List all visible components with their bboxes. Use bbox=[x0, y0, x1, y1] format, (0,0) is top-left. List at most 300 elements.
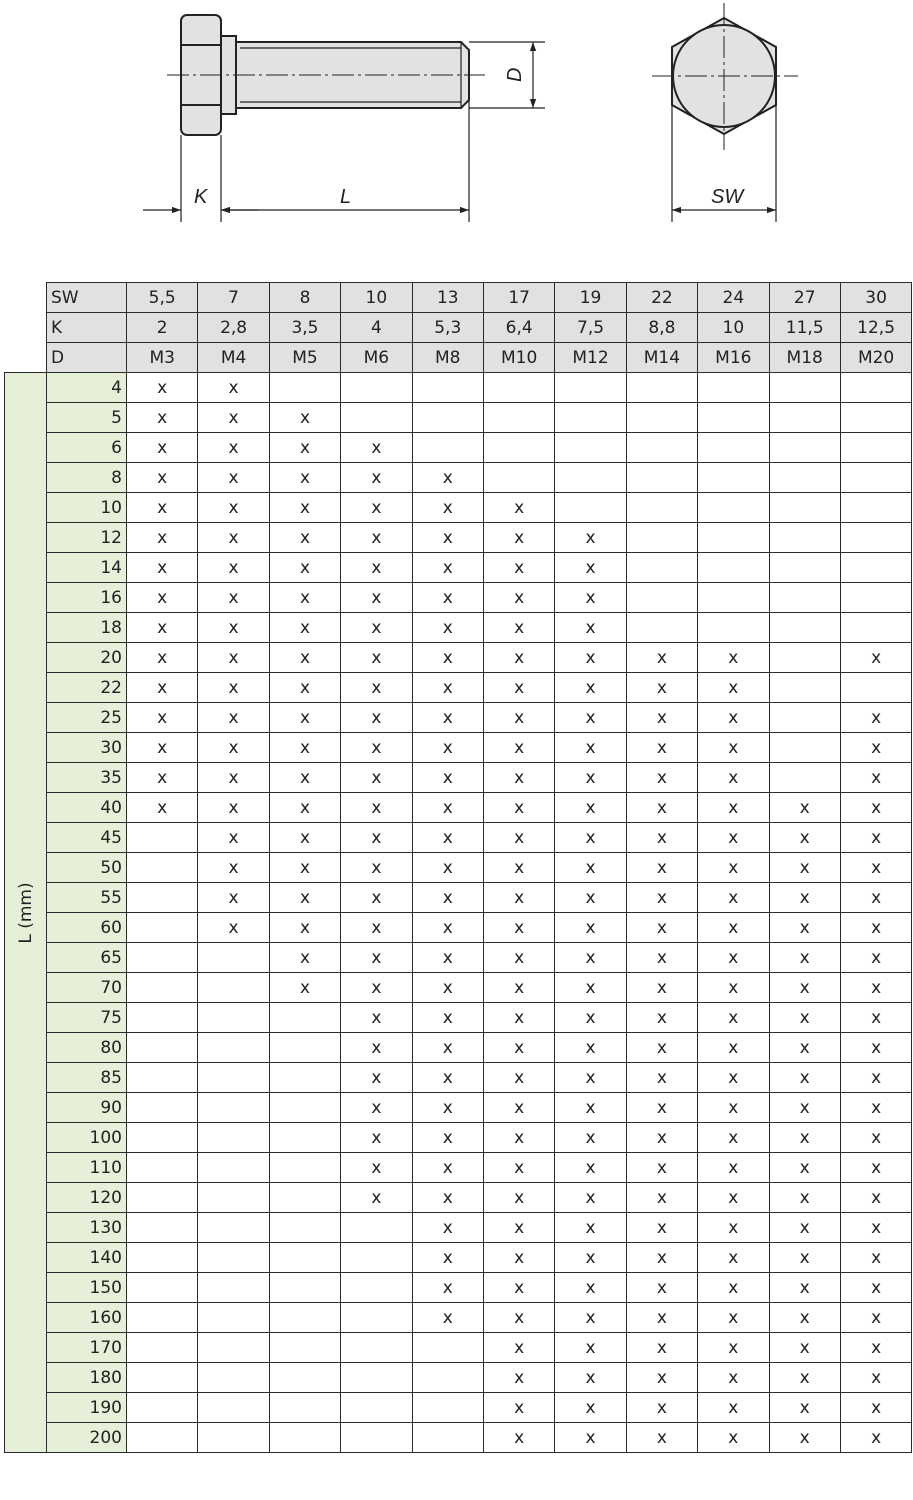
length-value: 160 bbox=[47, 1303, 127, 1333]
availability-cell bbox=[341, 1423, 412, 1453]
availability-cell: x bbox=[769, 1213, 840, 1243]
header-value: 6,4 bbox=[483, 313, 554, 343]
header-value: M4 bbox=[198, 343, 269, 373]
availability-cell bbox=[769, 733, 840, 763]
availability-cell: x bbox=[555, 583, 626, 613]
availability-cell: x bbox=[198, 763, 269, 793]
availability-cell bbox=[127, 1033, 198, 1063]
availability-cell bbox=[769, 703, 840, 733]
availability-cell: x bbox=[198, 583, 269, 613]
availability-cell: x bbox=[269, 613, 340, 643]
availability-cell: x bbox=[127, 763, 198, 793]
availability-cell: x bbox=[269, 493, 340, 523]
length-value: 45 bbox=[47, 823, 127, 853]
availability-cell: x bbox=[840, 913, 911, 943]
availability-cell: x bbox=[769, 1183, 840, 1213]
availability-cell: x bbox=[412, 913, 483, 943]
availability-cell: x bbox=[198, 493, 269, 523]
availability-cell: x bbox=[555, 1093, 626, 1123]
availability-cell: x bbox=[555, 1243, 626, 1273]
availability-cell bbox=[269, 1303, 340, 1333]
availability-cell: x bbox=[840, 1393, 911, 1423]
availability-cell: x bbox=[698, 1423, 769, 1453]
availability-cell bbox=[198, 1153, 269, 1183]
availability-cell: x bbox=[483, 913, 554, 943]
availability-cell: x bbox=[412, 643, 483, 673]
availability-cell bbox=[127, 1393, 198, 1423]
availability-cell bbox=[769, 643, 840, 673]
availability-cell: x bbox=[769, 1123, 840, 1153]
availability-cell: x bbox=[840, 943, 911, 973]
availability-cell: x bbox=[198, 823, 269, 853]
availability-cell: x bbox=[626, 943, 697, 973]
availability-cell bbox=[626, 553, 697, 583]
availability-cell: x bbox=[769, 943, 840, 973]
availability-cell: x bbox=[269, 763, 340, 793]
availability-cell: x bbox=[198, 703, 269, 733]
header-value: 11,5 bbox=[769, 313, 840, 343]
availability-cell: x bbox=[555, 1333, 626, 1363]
availability-cell: x bbox=[626, 973, 697, 1003]
length-value: 20 bbox=[47, 643, 127, 673]
availability-cell: x bbox=[127, 403, 198, 433]
availability-cell: x bbox=[198, 883, 269, 913]
header-value: M10 bbox=[483, 343, 554, 373]
availability-cell: x bbox=[555, 703, 626, 733]
header-value: 19 bbox=[555, 283, 626, 313]
availability-cell: x bbox=[341, 823, 412, 853]
availability-cell: x bbox=[769, 1393, 840, 1423]
availability-cell: x bbox=[698, 1033, 769, 1063]
availability-cell: x bbox=[840, 643, 911, 673]
availability-cell: x bbox=[483, 703, 554, 733]
header-value: M18 bbox=[769, 343, 840, 373]
availability-cell bbox=[341, 403, 412, 433]
availability-cell: x bbox=[840, 1333, 911, 1363]
availability-cell bbox=[769, 493, 840, 523]
availability-cell bbox=[198, 1063, 269, 1093]
header-label: D bbox=[47, 343, 127, 373]
availability-cell: x bbox=[698, 1063, 769, 1093]
availability-cell bbox=[198, 1243, 269, 1273]
availability-cell bbox=[412, 403, 483, 433]
availability-cell bbox=[626, 493, 697, 523]
table-row bbox=[5, 613, 912, 643]
table-row bbox=[5, 1063, 912, 1093]
availability-cell bbox=[769, 613, 840, 643]
availability-cell bbox=[127, 1303, 198, 1333]
length-value: 110 bbox=[47, 1153, 127, 1183]
availability-cell: x bbox=[769, 1423, 840, 1453]
length-value: 5 bbox=[47, 403, 127, 433]
availability-cell: x bbox=[341, 643, 412, 673]
availability-cell: x bbox=[483, 1123, 554, 1153]
availability-cell: x bbox=[341, 1153, 412, 1183]
label-k: K bbox=[194, 186, 208, 208]
availability-cell: x bbox=[555, 913, 626, 943]
length-axis-cell bbox=[5, 373, 47, 1453]
availability-cell: x bbox=[483, 553, 554, 583]
availability-cell: x bbox=[269, 733, 340, 763]
availability-cell bbox=[269, 1033, 340, 1063]
availability-cell bbox=[840, 523, 911, 553]
availability-cell: x bbox=[626, 1213, 697, 1243]
availability-cell: x bbox=[698, 1003, 769, 1033]
availability-cell bbox=[769, 553, 840, 583]
availability-cell bbox=[341, 1393, 412, 1423]
availability-cell bbox=[269, 1423, 340, 1453]
availability-cell: x bbox=[698, 913, 769, 943]
availability-cell: x bbox=[483, 1153, 554, 1183]
availability-cell: x bbox=[769, 973, 840, 1003]
header-value: M12 bbox=[555, 343, 626, 373]
availability-cell bbox=[412, 1393, 483, 1423]
table-row bbox=[5, 883, 912, 913]
availability-cell: x bbox=[698, 823, 769, 853]
availability-cell: x bbox=[555, 853, 626, 883]
availability-cell: x bbox=[698, 673, 769, 703]
length-value: 12 bbox=[47, 523, 127, 553]
availability-cell: x bbox=[698, 943, 769, 973]
availability-cell: x bbox=[269, 793, 340, 823]
availability-cell bbox=[483, 463, 554, 493]
availability-cell: x bbox=[769, 913, 840, 943]
availability-cell: x bbox=[412, 823, 483, 853]
table-row bbox=[5, 403, 912, 433]
availability-cell: x bbox=[840, 1153, 911, 1183]
availability-cell: x bbox=[483, 793, 554, 823]
availability-cell: x bbox=[626, 793, 697, 823]
header-value: 7,5 bbox=[555, 313, 626, 343]
availability-cell bbox=[127, 1213, 198, 1243]
availability-cell bbox=[198, 1273, 269, 1303]
bolt-technical-drawing bbox=[0, 0, 913, 240]
availability-cell: x bbox=[840, 1213, 911, 1243]
availability-cell bbox=[840, 553, 911, 583]
availability-cell: x bbox=[483, 883, 554, 913]
availability-cell: x bbox=[341, 1123, 412, 1153]
header-value: 8 bbox=[269, 283, 340, 313]
length-value: 180 bbox=[47, 1363, 127, 1393]
availability-cell bbox=[483, 403, 554, 433]
table-row bbox=[5, 853, 912, 883]
availability-cell: x bbox=[626, 883, 697, 913]
availability-cell bbox=[198, 1213, 269, 1243]
header-value: M14 bbox=[626, 343, 697, 373]
availability-cell: x bbox=[198, 373, 269, 403]
availability-cell bbox=[198, 1333, 269, 1363]
availability-cell: x bbox=[626, 1003, 697, 1033]
availability-cell: x bbox=[698, 1333, 769, 1363]
header-value: 12,5 bbox=[840, 313, 911, 343]
availability-cell: x bbox=[840, 763, 911, 793]
availability-cell: x bbox=[127, 373, 198, 403]
availability-cell: x bbox=[341, 853, 412, 883]
availability-cell: x bbox=[769, 1333, 840, 1363]
availability-cell: x bbox=[198, 913, 269, 943]
availability-cell bbox=[626, 583, 697, 613]
availability-cell: x bbox=[341, 463, 412, 493]
availability-cell: x bbox=[840, 1273, 911, 1303]
availability-cell: x bbox=[626, 1243, 697, 1273]
availability-cell: x bbox=[840, 1003, 911, 1033]
availability-cell: x bbox=[341, 1033, 412, 1063]
availability-cell bbox=[127, 1333, 198, 1363]
availability-cell: x bbox=[483, 1303, 554, 1333]
header-value: 17 bbox=[483, 283, 554, 313]
availability-cell bbox=[198, 943, 269, 973]
availability-cell: x bbox=[483, 733, 554, 763]
availability-cell: x bbox=[840, 973, 911, 1003]
availability-cell: x bbox=[341, 583, 412, 613]
availability-cell: x bbox=[412, 973, 483, 1003]
header-value: 27 bbox=[769, 283, 840, 313]
availability-cell: x bbox=[769, 1063, 840, 1093]
availability-cell: x bbox=[341, 703, 412, 733]
header-value: 22 bbox=[626, 283, 697, 313]
availability-cell: x bbox=[840, 1243, 911, 1273]
header-value: 7 bbox=[198, 283, 269, 313]
availability-cell: x bbox=[341, 523, 412, 553]
availability-cell: x bbox=[626, 1093, 697, 1123]
availability-cell: x bbox=[412, 493, 483, 523]
availability-cell: x bbox=[341, 943, 412, 973]
availability-cell bbox=[412, 1363, 483, 1393]
availability-cell: x bbox=[269, 823, 340, 853]
availability-cell: x bbox=[127, 793, 198, 823]
availability-cell bbox=[269, 1363, 340, 1393]
availability-cell: x bbox=[412, 943, 483, 973]
table-row bbox=[5, 1363, 912, 1393]
availability-cell: x bbox=[555, 793, 626, 823]
availability-cell: x bbox=[698, 1243, 769, 1273]
availability-cell: x bbox=[555, 733, 626, 763]
availability-cell bbox=[769, 523, 840, 553]
table-row bbox=[5, 1123, 912, 1153]
availability-cell: x bbox=[269, 553, 340, 583]
availability-cell: x bbox=[840, 1123, 911, 1153]
table-row bbox=[5, 763, 912, 793]
availability-cell bbox=[127, 973, 198, 1003]
availability-cell: x bbox=[698, 1393, 769, 1423]
availability-cell: x bbox=[269, 523, 340, 553]
availability-cell: x bbox=[840, 1183, 911, 1213]
availability-cell: x bbox=[698, 973, 769, 1003]
availability-cell: x bbox=[483, 1093, 554, 1123]
availability-cell bbox=[198, 1003, 269, 1033]
availability-cell: x bbox=[341, 913, 412, 943]
availability-cell bbox=[198, 1033, 269, 1063]
availability-cell: x bbox=[555, 1123, 626, 1153]
availability-cell: x bbox=[698, 1213, 769, 1243]
availability-cell: x bbox=[698, 763, 769, 793]
availability-cell: x bbox=[626, 1423, 697, 1453]
availability-cell: x bbox=[341, 493, 412, 523]
availability-cell bbox=[127, 1273, 198, 1303]
length-value: 170 bbox=[47, 1333, 127, 1363]
availability-cell: x bbox=[840, 883, 911, 913]
length-value: 25 bbox=[47, 703, 127, 733]
availability-cell: x bbox=[769, 1363, 840, 1393]
availability-cell: x bbox=[198, 853, 269, 883]
availability-cell: x bbox=[698, 703, 769, 733]
availability-cell: x bbox=[555, 523, 626, 553]
length-value: 22 bbox=[47, 673, 127, 703]
availability-cell bbox=[698, 523, 769, 553]
availability-cell: x bbox=[269, 643, 340, 673]
availability-cell: x bbox=[626, 913, 697, 943]
availability-cell: x bbox=[626, 853, 697, 883]
availability-cell bbox=[698, 493, 769, 523]
length-value: 8 bbox=[47, 463, 127, 493]
availability-cell: x bbox=[555, 1183, 626, 1213]
availability-cell: x bbox=[555, 1393, 626, 1423]
table-row bbox=[5, 1243, 912, 1273]
header-value: 2 bbox=[127, 313, 198, 343]
availability-cell: x bbox=[269, 973, 340, 1003]
availability-cell bbox=[840, 433, 911, 463]
availability-cell: x bbox=[840, 1063, 911, 1093]
availability-cell: x bbox=[840, 1363, 911, 1393]
availability-cell: x bbox=[555, 553, 626, 583]
availability-cell bbox=[341, 1243, 412, 1273]
table-row bbox=[5, 823, 912, 853]
availability-cell: x bbox=[198, 733, 269, 763]
availability-cell: x bbox=[198, 463, 269, 493]
table-row bbox=[5, 793, 912, 823]
availability-cell bbox=[269, 1123, 340, 1153]
length-value: 90 bbox=[47, 1093, 127, 1123]
availability-cell: x bbox=[341, 673, 412, 703]
availability-cell bbox=[127, 913, 198, 943]
table-row bbox=[5, 1333, 912, 1363]
table-row bbox=[5, 1273, 912, 1303]
table-row bbox=[5, 523, 912, 553]
availability-cell: x bbox=[483, 1063, 554, 1093]
table-row bbox=[5, 1303, 912, 1333]
availability-cell: x bbox=[483, 673, 554, 703]
availability-cell: x bbox=[483, 1273, 554, 1303]
availability-cell: x bbox=[698, 733, 769, 763]
availability-cell: x bbox=[555, 883, 626, 913]
availability-cell: x bbox=[769, 823, 840, 853]
availability-cell: x bbox=[555, 1363, 626, 1393]
availability-cell: x bbox=[412, 703, 483, 733]
availability-cell: x bbox=[198, 613, 269, 643]
availability-cell: x bbox=[626, 1033, 697, 1063]
availability-cell bbox=[412, 433, 483, 463]
availability-cell: x bbox=[626, 1183, 697, 1213]
length-value: 10 bbox=[47, 493, 127, 523]
length-value: 100 bbox=[47, 1123, 127, 1153]
header-row-d bbox=[5, 343, 912, 373]
availability-cell bbox=[341, 373, 412, 403]
label-sw: SW bbox=[711, 186, 744, 208]
availability-cell: x bbox=[769, 1003, 840, 1033]
availability-cell bbox=[483, 373, 554, 403]
availability-cell: x bbox=[698, 793, 769, 823]
availability-cell bbox=[127, 883, 198, 913]
availability-cell bbox=[769, 583, 840, 613]
availability-cell: x bbox=[555, 643, 626, 673]
availability-cell: x bbox=[127, 703, 198, 733]
availability-cell: x bbox=[269, 463, 340, 493]
table-row bbox=[5, 703, 912, 733]
availability-cell: x bbox=[483, 853, 554, 883]
header-value: M5 bbox=[269, 343, 340, 373]
availability-cell: x bbox=[341, 1093, 412, 1123]
availability-cell: x bbox=[769, 793, 840, 823]
availability-cell: x bbox=[555, 1303, 626, 1333]
availability-cell bbox=[698, 403, 769, 433]
availability-cell: x bbox=[341, 1003, 412, 1033]
table-row bbox=[5, 583, 912, 613]
header-label: K bbox=[47, 313, 127, 343]
length-axis-label: L (mm) bbox=[15, 881, 36, 944]
length-value: 80 bbox=[47, 1033, 127, 1063]
availability-cell bbox=[840, 463, 911, 493]
availability-cell bbox=[698, 433, 769, 463]
availability-cell bbox=[269, 1273, 340, 1303]
availability-cell: x bbox=[483, 1243, 554, 1273]
length-value: 55 bbox=[47, 883, 127, 913]
length-value: 18 bbox=[47, 613, 127, 643]
length-value: 4 bbox=[47, 373, 127, 403]
length-value: 85 bbox=[47, 1063, 127, 1093]
availability-cell bbox=[269, 1213, 340, 1243]
header-value: 10 bbox=[341, 283, 412, 313]
availability-cell: x bbox=[840, 793, 911, 823]
availability-cell: x bbox=[127, 553, 198, 583]
availability-cell: x bbox=[555, 763, 626, 793]
table-row bbox=[5, 1093, 912, 1123]
availability-cell: x bbox=[555, 943, 626, 973]
table-row bbox=[5, 673, 912, 703]
corner-blank bbox=[5, 343, 47, 373]
table-row bbox=[5, 493, 912, 523]
length-value: 40 bbox=[47, 793, 127, 823]
table-row bbox=[5, 943, 912, 973]
availability-cell: x bbox=[412, 853, 483, 883]
availability-cell: x bbox=[269, 583, 340, 613]
availability-cell: x bbox=[555, 1033, 626, 1063]
availability-cell: x bbox=[412, 763, 483, 793]
availability-cell bbox=[269, 1003, 340, 1033]
availability-cell: x bbox=[269, 883, 340, 913]
availability-cell: x bbox=[769, 883, 840, 913]
availability-cell bbox=[341, 1363, 412, 1393]
availability-cell bbox=[769, 373, 840, 403]
availability-cell: x bbox=[269, 913, 340, 943]
availability-cell: x bbox=[769, 1033, 840, 1063]
table-row bbox=[5, 463, 912, 493]
availability-cell: x bbox=[698, 1123, 769, 1153]
availability-cell bbox=[698, 613, 769, 643]
availability-cell bbox=[769, 463, 840, 493]
availability-cell bbox=[840, 493, 911, 523]
length-value: 6 bbox=[47, 433, 127, 463]
availability-cell: x bbox=[412, 1093, 483, 1123]
availability-cell bbox=[698, 373, 769, 403]
availability-cell: x bbox=[127, 463, 198, 493]
availability-cell: x bbox=[198, 433, 269, 463]
availability-cell bbox=[198, 1303, 269, 1333]
header-value: 24 bbox=[698, 283, 769, 313]
availability-cell bbox=[127, 943, 198, 973]
availability-cell bbox=[412, 1423, 483, 1453]
availability-cell: x bbox=[698, 1303, 769, 1333]
availability-cell: x bbox=[341, 733, 412, 763]
